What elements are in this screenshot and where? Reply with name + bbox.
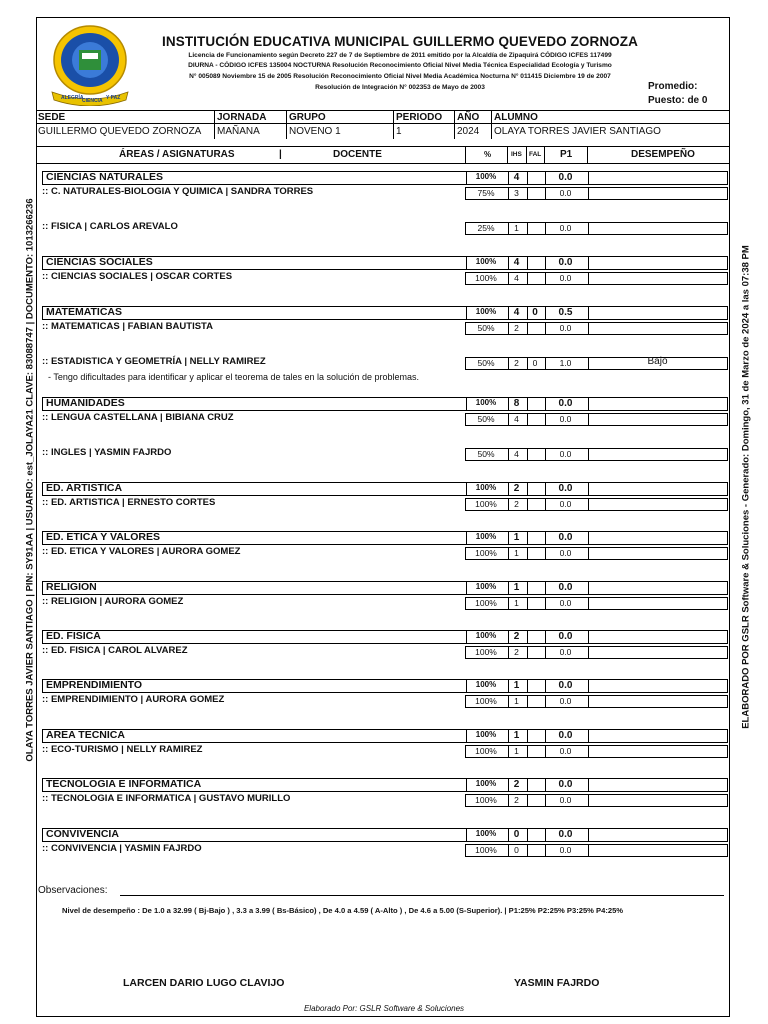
subject-ihs: 1 <box>514 696 519 706</box>
subject-name: :: CIENCIAS SOCIALES | OSCAR CORTES <box>42 271 233 282</box>
subject-p1: 0.0 <box>559 323 572 333</box>
subject-ihs: 4 <box>514 414 519 424</box>
subject-name: :: ED. FISICA | CAROL ALVAREZ <box>42 645 188 656</box>
subject-ihs: 3 <box>514 188 519 198</box>
school-crest-logo <box>46 22 134 106</box>
subject-fal: 0 <box>532 358 538 368</box>
subject-ihs: 1 <box>514 548 519 558</box>
area-row <box>42 679 728 693</box>
cell-divider <box>527 172 528 184</box>
subject-name: :: FISICA | CARLOS AREVALO <box>42 221 178 232</box>
subject-name: :: ECO-TURISMO | NELLY RAMIREZ <box>42 744 203 755</box>
cell-divider <box>588 746 589 757</box>
area-row <box>42 581 728 595</box>
subject-pct: 50% <box>477 358 495 368</box>
logo-word-2: CIENCIA <box>82 98 103 104</box>
info-ano <box>454 111 491 139</box>
subject-ihs: 0 <box>514 845 519 855</box>
area-name: ED. FISICA <box>46 630 101 642</box>
subject-name: :: ED. ARTISTICA | ERNESTO CORTES <box>42 497 216 508</box>
cell-divider <box>588 257 589 269</box>
area-row <box>42 828 728 842</box>
info-value: OLAYA TORRES JAVIER SANTIAGO <box>494 126 661 137</box>
subject-pct: 100% <box>475 746 497 756</box>
area-p1: 0.0 <box>558 172 573 183</box>
subject-pct: 50% <box>477 323 495 333</box>
cell-divider <box>527 483 528 495</box>
th-ihs: IHS <box>511 151 522 158</box>
cell-divider <box>527 582 528 594</box>
cell-divider <box>527 323 528 334</box>
cell-divider <box>527 845 528 856</box>
area-p1: 0.0 <box>558 582 573 593</box>
info-header: AÑO <box>457 112 480 123</box>
subject-p1: 0.0 <box>559 746 572 756</box>
info-header: ALUMNO <box>494 112 538 123</box>
area-name: CIENCIAS SOCIALES <box>46 256 153 268</box>
cell-divider <box>527 188 528 199</box>
area-p1: 0.0 <box>558 680 573 691</box>
area-name: EMPRENDIMIENTO <box>46 679 143 691</box>
th-divider <box>544 147 545 163</box>
th-divider <box>526 147 527 163</box>
subject-ihs: 2 <box>514 647 519 657</box>
signature-director: YASMIN FAJRDO <box>514 977 600 989</box>
puesto-label: Puesto: de 0 <box>648 95 708 106</box>
subject-name: :: EMPRENDIMIENTO | AURORA GOMEZ <box>42 694 225 705</box>
cell-divider <box>588 172 589 184</box>
cell-divider <box>527 680 528 692</box>
th-fal: FAL <box>529 151 542 158</box>
subject-pct: 100% <box>475 845 497 855</box>
cell-divider <box>588 449 589 460</box>
cell-divider <box>588 307 589 319</box>
area-ihs: 4 <box>513 257 520 268</box>
area-pct: 100% <box>475 483 497 492</box>
cell-divider <box>527 696 528 707</box>
logo-word-3: Y PAZ <box>106 95 121 101</box>
cell-divider <box>588 730 589 742</box>
area-name: CIENCIAS NATURALES <box>46 171 164 183</box>
cell-divider <box>527 449 528 460</box>
header-line-4: Resolución de Integración N° 002353 de Mayo de 2003 <box>315 84 485 91</box>
institution-title: INSTITUCIÓN EDUCATIVA MUNICIPAL GUILLERMO QUEVEDO ZORNOZA <box>162 34 638 49</box>
observaciones-label: Observaciones: <box>38 885 108 896</box>
subject-p1: 0.0 <box>559 188 572 198</box>
area-ihs: 2 <box>513 779 520 790</box>
info-periodo <box>393 111 454 139</box>
cell-divider <box>588 631 589 643</box>
subject-p1: 0.0 <box>559 223 572 233</box>
area-ihs: 4 <box>513 172 520 183</box>
area-pct: 100% <box>475 307 497 316</box>
subject-p1: 0.0 <box>559 696 572 706</box>
cell-divider <box>527 257 528 269</box>
cell-divider <box>588 829 589 841</box>
th-p1: P1 <box>560 149 573 160</box>
subject-name: :: RELIGION | AURORA GOMEZ <box>42 596 184 607</box>
info-jornada <box>214 111 286 139</box>
info-value: 1 <box>396 126 402 137</box>
area-p1: 0.0 <box>558 532 573 543</box>
area-p1: 0.5 <box>558 307 573 318</box>
area-name: CONVIVENCIA <box>46 828 119 840</box>
area-ihs: 1 <box>513 730 520 741</box>
subject-ihs: 4 <box>514 273 519 283</box>
performance-levels: Nivel de desempeño : De 1.0 a 32.99 ( Bj-Bajo ) , 3.3 a 3.99 ( Bs-Básico) , De 4.0 a 4.59 ( A-Alto ) , De 4.6 a 5.00 (S-Superior). | P1:25% P2:25% P3:25% P4:25% <box>62 906 624 915</box>
area-pct: 100% <box>475 829 497 838</box>
area-row <box>42 729 728 743</box>
cell-divider <box>588 414 589 425</box>
th-divider <box>507 147 508 163</box>
cell-divider <box>588 696 589 707</box>
area-p1: 0.0 <box>558 483 573 494</box>
subject-pct: 50% <box>477 449 495 459</box>
cell-divider <box>588 483 589 495</box>
subject-pct: 100% <box>475 548 497 558</box>
signature-rector: LARCEN DARIO LUGO CLAVIJO <box>123 977 285 989</box>
subject-note: - Tengo dificultades para identificar y aplicar el teorema de tales en la solución de problemas. <box>48 372 420 382</box>
cell-divider <box>527 273 528 284</box>
info-header: PERIODO <box>396 112 443 123</box>
th-areas: ÁREAS / ASIGNATURAS <box>119 149 235 160</box>
cell-divider <box>527 398 528 410</box>
area-row <box>42 482 728 496</box>
cell-divider <box>527 223 528 234</box>
subject-name: :: ED. ETICA Y VALORES | AURORA GOMEZ <box>42 546 241 557</box>
cell-divider <box>588 223 589 234</box>
cell-divider <box>588 548 589 559</box>
cell-divider <box>588 647 589 658</box>
subject-ihs: 1 <box>514 598 519 608</box>
area-pct: 100% <box>475 631 497 640</box>
cell-divider <box>527 795 528 806</box>
promedio-label: Promedio: <box>648 81 698 92</box>
subject-desempeno: Bajo <box>647 356 668 367</box>
subject-ihs: 2 <box>514 323 519 333</box>
cell-divider <box>527 647 528 658</box>
report-card-frame <box>36 17 730 1017</box>
area-p1: 0.0 <box>558 730 573 741</box>
logo-word-1: ALEGRÍA <box>61 95 84 101</box>
area-ihs: 0 <box>513 829 520 840</box>
info-value: 2024 <box>457 126 480 137</box>
area-row <box>42 397 728 411</box>
th-divider <box>465 147 466 163</box>
subject-pct: 100% <box>475 499 497 509</box>
subject-pct: 50% <box>477 414 495 424</box>
cell-divider <box>527 532 528 544</box>
subject-p1: 0.0 <box>559 414 572 424</box>
info-divider <box>36 123 730 124</box>
area-name: TECNOLOGIA E INFORMATICA <box>46 778 202 790</box>
subject-name: :: LENGUA CASTELLANA | BIBIANA CRUZ <box>42 412 234 423</box>
cell-divider <box>588 779 589 791</box>
cell-divider <box>527 730 528 742</box>
cell-divider <box>588 499 589 510</box>
th-sep: | <box>279 149 282 160</box>
th-desempeno: DESEMPEÑO <box>631 149 695 160</box>
subject-name: :: ESTADISTICA Y GEOMETRÍA | NELLY RAMIREZ <box>42 356 266 367</box>
cell-divider <box>588 323 589 334</box>
area-p1: 0.0 <box>558 779 573 790</box>
area-pct: 100% <box>475 582 497 591</box>
subject-p1: 0.0 <box>559 499 572 509</box>
area-row <box>42 306 728 320</box>
cell-divider <box>588 680 589 692</box>
cell-divider <box>527 829 528 841</box>
header-line-2: DIURNA - CÓDIGO ICFES 135004 NOCTURNA Resolución Reconocimiento Oficial Nivel Media Técnica Especialidad Ecología y Turismo <box>188 62 612 69</box>
cell-divider <box>527 779 528 791</box>
subject-p1: 0.0 <box>559 273 572 283</box>
info-value: MAÑANA <box>217 126 260 137</box>
side-left-text: OLAYA TORRES JAVIER SANTIAGO | PIN: SY91AA | USUARIO: est_JOLAYA21 CLAVE: 83088747 | DOCUMENTO: 1013266236 <box>24 198 36 762</box>
subject-p1: 0.0 <box>559 795 572 805</box>
subject-ihs: 4 <box>514 449 519 459</box>
subject-name: :: TECNOLOGIA E INFORMATICA | GUSTAVO MURILLO <box>42 793 291 804</box>
subject-p1: 0.0 <box>559 845 572 855</box>
grades-table-header <box>36 146 730 164</box>
cell-divider <box>527 499 528 510</box>
header-line-3: N° 005089 Noviembre 15 de 2005 Resolución Reconocimiento Oficial Nivel Media Académica Nocturna N° 011415 Diciembre 19 de 2007 <box>189 73 611 80</box>
cell-divider <box>588 398 589 410</box>
area-pct: 100% <box>475 779 497 788</box>
cell-divider <box>527 548 528 559</box>
subject-ihs: 2 <box>514 358 519 368</box>
area-fal: 0 <box>532 307 538 318</box>
subject-p1: 0.0 <box>559 647 572 657</box>
area-row <box>42 630 728 644</box>
cell-divider <box>527 598 528 609</box>
area-pct: 100% <box>475 257 497 266</box>
info-header: GRUPO <box>289 112 326 123</box>
subject-ihs: 1 <box>514 223 519 233</box>
cell-divider <box>588 582 589 594</box>
cell-divider <box>527 746 528 757</box>
area-p1: 0.0 <box>558 631 573 642</box>
subject-pct: 100% <box>475 273 497 283</box>
area-ihs: 2 <box>513 631 520 642</box>
area-pct: 100% <box>475 172 497 181</box>
observaciones-line <box>120 895 724 896</box>
subject-pct: 100% <box>475 696 497 706</box>
info-header: SEDE <box>38 112 66 123</box>
subject-ihs: 2 <box>514 795 519 805</box>
th-divider <box>587 147 588 163</box>
cell-divider <box>588 598 589 609</box>
area-name: ED. ARTISTICA <box>46 482 123 494</box>
subject-p1: 0.0 <box>559 449 572 459</box>
subject-name: :: CONVIVENCIA | YASMIN FAJRDO <box>42 843 202 854</box>
student-info-grid <box>36 110 730 138</box>
area-ihs: 1 <box>513 532 520 543</box>
area-ihs: 8 <box>513 398 520 409</box>
area-pct: 100% <box>475 680 497 689</box>
area-ihs: 2 <box>513 483 520 494</box>
area-ihs: 1 <box>513 680 520 691</box>
cell-divider <box>588 273 589 284</box>
cell-divider <box>527 414 528 425</box>
cell-divider <box>588 795 589 806</box>
subject-p1: 0.0 <box>559 598 572 608</box>
subject-pct: 25% <box>477 223 495 233</box>
cell-divider <box>588 532 589 544</box>
info-grupo <box>286 111 393 139</box>
subject-name: :: INGLES | YASMIN FAJRDO <box>42 447 172 458</box>
th-docente: DOCENTE <box>333 149 382 160</box>
header-line-1: Licencia de Funcionamiento según Decreto 227 de 7 de Septiembre de 2011 emitido por la Alcaldía de Zipaquirá CÓDIGO ICFES 117499 <box>188 52 612 59</box>
area-p1: 0.0 <box>558 257 573 268</box>
th-pct: % <box>484 150 492 159</box>
area-pct: 100% <box>475 730 497 739</box>
subject-p1: 1.0 <box>559 358 572 368</box>
footer-credit: Elaborado Por: GSLR Software & Soluciones <box>303 1004 465 1013</box>
subject-pct: 75% <box>477 188 495 198</box>
area-name: RELIGION <box>46 581 97 593</box>
area-pct: 100% <box>475 398 497 407</box>
info-value: NOVENO 1 <box>289 126 341 137</box>
area-name: HUMANIDADES <box>46 397 125 409</box>
area-name: AREA TECNICA <box>46 729 125 741</box>
area-p1: 0.0 <box>558 398 573 409</box>
subject-name: :: MATEMATICAS | FABIAN BAUTISTA <box>42 321 213 332</box>
side-right-text: ELABORADO POR GSLR Software & Soluciones - Generado: Domingo, 31 de Marzo de 2024 a las 07:38 PM <box>740 245 752 729</box>
info-header: JORNADA <box>217 112 267 123</box>
area-name: MATEMATICAS <box>46 306 123 318</box>
cell-divider <box>588 845 589 856</box>
subject-p1: 0.0 <box>559 548 572 558</box>
area-ihs: 4 <box>513 307 520 318</box>
subject-pct: 100% <box>475 647 497 657</box>
area-pct: 100% <box>475 532 497 541</box>
subject-name: :: C. NATURALES-BIOLOGIA Y QUIMICA | SANDRA TORRES <box>42 186 314 197</box>
info-alumno <box>491 111 730 139</box>
subject-ihs: 2 <box>514 499 519 509</box>
area-name: ED. ETICA Y VALORES <box>46 531 160 543</box>
info-value: GUILLERMO QUEVEDO ZORNOZA <box>38 126 202 137</box>
subject-pct: 100% <box>475 598 497 608</box>
subject-ihs: 1 <box>514 746 519 756</box>
area-ihs: 1 <box>513 582 520 593</box>
area-p1: 0.0 <box>558 829 573 840</box>
info-sede <box>36 111 214 139</box>
cell-divider <box>527 631 528 643</box>
cell-divider <box>588 188 589 199</box>
subject-pct: 100% <box>475 795 497 805</box>
